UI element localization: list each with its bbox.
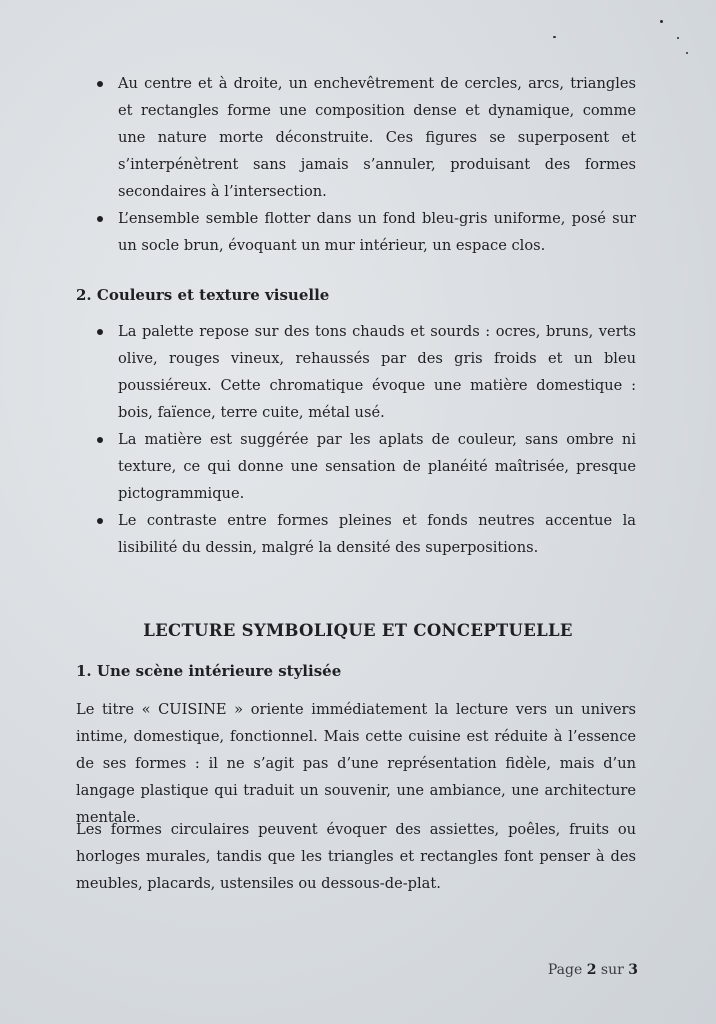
bullet-item: La palette repose sur des tons chauds et sourds : ocres, bruns, verts olive, rouges vineux, rehaussés par des gris froids et un bleu poussiéreux. Cette chromatique évoque une matière domestique : bois, faïence, terre cuite, métal usé. <box>91 318 636 426</box>
bullet-item: La matière est suggérée par les aplats de couleur, sans ombre ni texture, ce qui donne une sensation de planéité maîtrisée, presque pictogrammique. <box>91 426 636 507</box>
composition-bullet-list <box>91 70 636 259</box>
body-paragraph: Les formes circulaires peuvent évoquer des assiettes, poêles, fruits ou horloges murales, tandis que les triangles et rectangles font penser à des meubles, placards, ustensiles ou dessous-de-plat. <box>76 821 636 892</box>
page-number <box>548 962 638 978</box>
page-label: Page <box>547 962 583 978</box>
colors-bullet-list <box>91 318 636 561</box>
current-page-number: 2 <box>586 962 597 978</box>
page-of-label: sur <box>600 962 624 978</box>
bullet-item: Le contraste entre formes pleines et fonds neutres accentue la lisibilité du dessin, malgré la densité des superpositions. <box>91 507 636 561</box>
symbolic-reading-heading: LECTURE SYMBOLIQUE ET CONCEPTUELLE <box>143 621 573 640</box>
paper-speck <box>660 20 663 23</box>
paper-speck <box>553 36 556 38</box>
bullet-item: L’ensemble semble flotter dans un fond bleu-gris uniforme, posé sur un socle brun, évoquant un mur intérieur, un espace clos. <box>91 205 636 259</box>
total-pages-number: 3 <box>628 962 638 978</box>
paper-speck <box>686 52 688 54</box>
body-paragraph: Le titre « CUISINE » oriente immédiatement la lecture vers un univers intime, domestique, fonctionnel. Mais cette cuisine est réduite à l’essence de ses formes : il ne s’agit pas d’une représentation fidèle, mais d’un langage plastique qui traduit un souvenir, une ambiance, une architecture mentale. <box>76 701 636 826</box>
interior-scene-subtitle: 1. Une scène intérieure stylisée <box>76 662 342 680</box>
bullet-item: Au centre et à droite, un enchevêtrement de cercles, arcs, triangles et rectangles forme une composition dense et dynamique, comme une nature morte déconstruite. Ces figures se superposent et s’interpénètrent sans jamais s’annuler, produisant des formes secondaires à l’intersection. <box>91 70 636 205</box>
colors-section-title: 2. Couleurs et texture visuelle <box>76 286 330 304</box>
paper-speck <box>677 37 679 39</box>
